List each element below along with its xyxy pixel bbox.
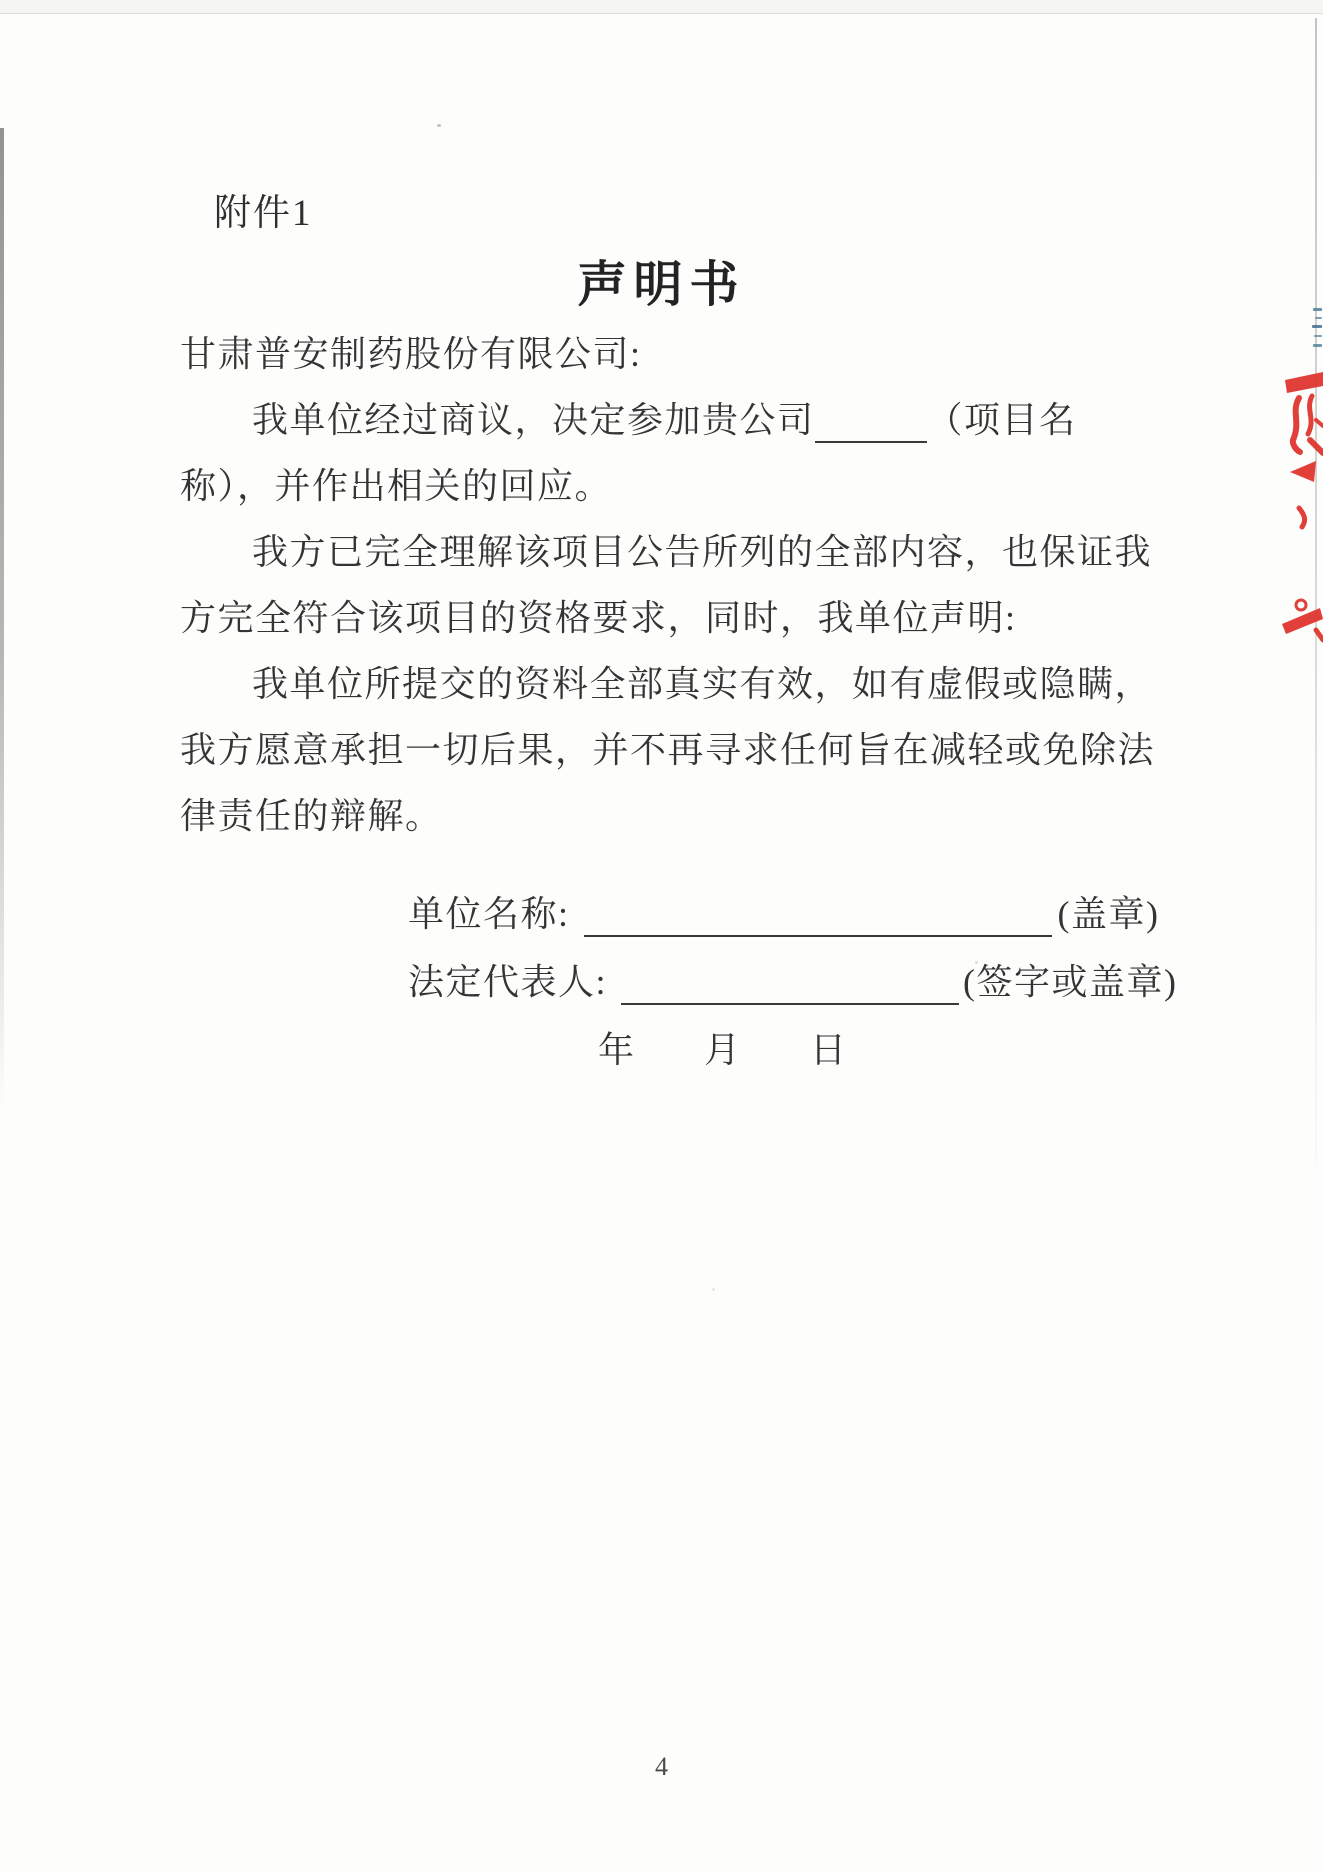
body-line-project (252, 392, 1077, 438)
legal-rep-label: 法定代表人: (408, 962, 608, 1002)
company-name-blank (584, 893, 1052, 937)
body-line: 律责任的辩解。 (180, 796, 443, 836)
scan-speck (975, 961, 978, 964)
red-stamp-fragment-icon (1270, 300, 1323, 660)
scan-speck (712, 1288, 715, 1291)
body-line: 我单位所提交的资料全部真实有效，如有虚假或隐瞒， (252, 664, 1153, 704)
project-name-blank (815, 399, 927, 443)
body-line: 方完全符合该项目的资格要求，同时，我单位声明: (180, 598, 1017, 638)
page-number: 4 (655, 1752, 668, 1781)
date-year-label: 年 (598, 1030, 635, 1070)
salutation-line: 甘肃普安制药股份有限公司: (180, 334, 642, 374)
scan-top-edge (0, 0, 1323, 14)
document-title: 声明书 (577, 257, 746, 312)
legal-representative-row (408, 954, 1178, 1005)
company-name-row (408, 886, 1160, 937)
legal-rep-note: (签字或盖章) (963, 962, 1178, 1002)
company-name-label: 单位名称: (408, 894, 570, 934)
date-month-label: 月 (704, 1030, 741, 1070)
date-day-label: 日 (810, 1030, 847, 1070)
attachment-label: 附件1 (214, 193, 313, 234)
legal-rep-blank (621, 961, 959, 1005)
scan-speck (437, 124, 441, 127)
body-line: 我方已完全理解该项目公告所列的全部内容，也保证我 (252, 532, 1153, 572)
body-line: 称），并作出相关的回应。 (180, 466, 613, 506)
body-text: 我单位经过商议，决定参加贵公司 (252, 400, 815, 440)
company-seal-note: (盖章) (1057, 894, 1160, 934)
body-text: （项目名 (926, 400, 1077, 440)
body-line: 我方愿意承担一切后果，并不再寻求任何旨在减轻或免除法 (180, 730, 1156, 770)
date-row (598, 1022, 846, 1073)
